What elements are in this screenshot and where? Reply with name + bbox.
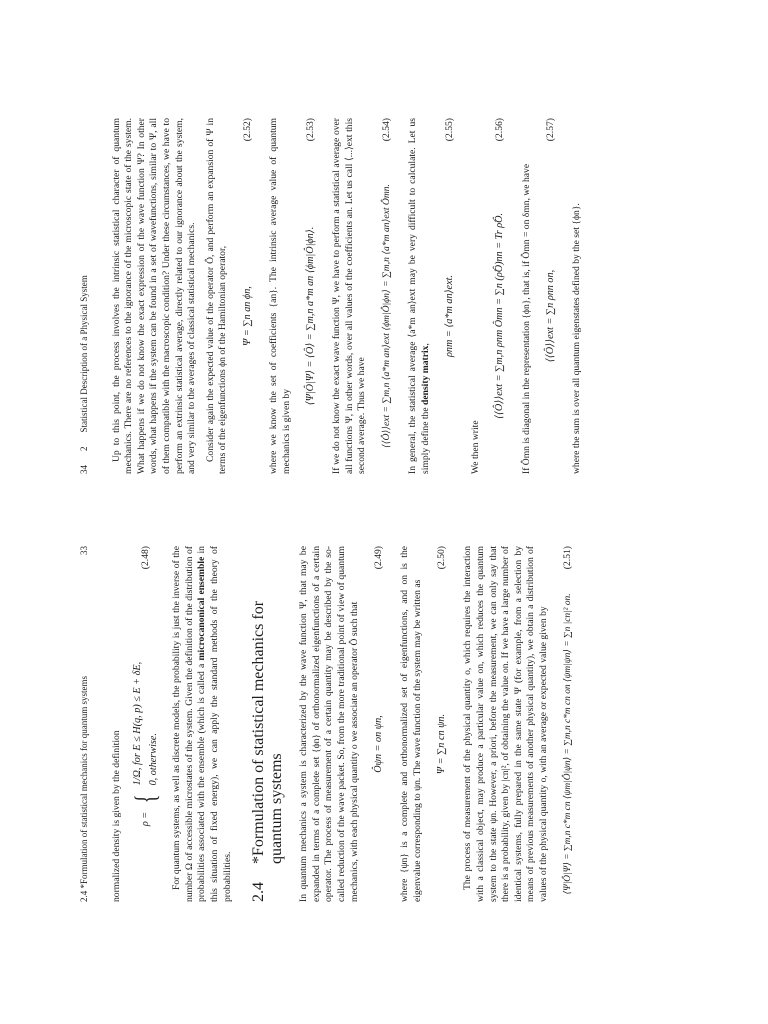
chapter-number: 2 — [79, 446, 89, 451]
equation-number: (2.52) — [241, 118, 253, 142]
paragraph: Consider again the expected value of the operator Ô, and perform an expansion of Ψ in terms of the eigenfunctions ϕn of the Hamiltonian operator, — [204, 118, 229, 474]
paragraph: If Ômn is diagonal in the representation {ϕn}, that is, if Ômn = on δmn, we have — [520, 163, 532, 474]
equation-number: (2.48) — [139, 546, 151, 570]
equation-number: (2.56) — [494, 118, 506, 142]
equation-2-55 — [440, 118, 460, 474]
header-title: 2.4 *Formulation of statistical mechanics for quantum systems — [79, 676, 89, 902]
equation-number: (2.57) — [544, 118, 556, 142]
paragraph: If we do not know the exact wave function Ψ, we have to perform a statistical average over all functions Ψ, in other words, over all values of the coefficients an. Let us call ⟨...⟩ext this second average. Thus we have — [331, 118, 368, 474]
page-number: 33 — [79, 546, 89, 555]
equation-lhs: ρ = — [139, 811, 151, 827]
equation-2-51 — [558, 546, 578, 902]
intro-text: normalized density is given by the definition — [110, 730, 122, 902]
equation-body: ⟨Ψ|Ô|Ψ⟩ = ∑m,n c*m cn ⟨ψm|Ô|ψn⟩ = ∑m,n c*m cn on ⟨ψm|ψn⟩ = ∑n |cn|² on. — [563, 593, 574, 895]
equation-body: ρnm = ⟨a*m an⟩ext. — [443, 275, 455, 357]
equation-2-52 — [238, 118, 258, 474]
equation-body: ⟨Ψ|Ô|Ψ⟩ = ⟨Ô⟩ = ∑m,n a*m an ⟨ϕm|Ô|ϕn⟩. — [304, 226, 316, 406]
header-title: Statistical Description of a Physical System — [79, 275, 89, 433]
page-number: 34 — [79, 465, 89, 474]
equation-number: (2.53) — [304, 118, 316, 142]
equation-number: (2.51) — [562, 546, 574, 570]
paragraph: Up to this point, the process involves the intrinsic statistical character of quantum mechanics. There are no references to the ignorance of the microscopic state of the system. What happens if we do not know the exact expression of the wave function Ψ? In other words, what happens if the system can be found in a set of wavefunctions, similar to Ψ, all of them compatible with the macroscopic condition? Under these circumstances, we have to perform an extrinsic statistical average, directly related to our ignorance about the system, and very similar to the averages of classical statistical mechanics. — [110, 118, 198, 474]
paragraph: In quantum mechanics a system is characterized by the wave function Ψ, that may be expanded in terms of a complete set {ϕn} of orthonormalized eigenfunctions of a certain operator. The process of measurement of a certain quantity may be described by the so-called reduction of the wave packet. So, from the more traditional point of view of quantum mechanics, with each physical quantity o we associate an operator Ô such that — [298, 546, 360, 902]
equation-number: (2.50) — [436, 546, 448, 570]
equation-body: Ψ = ∑n an ϕn, — [241, 286, 253, 346]
running-head — [78, 118, 91, 474]
equation-body: ⟨⟨Ô⟩⟩ext = ∑m,n ρnm Ômn = ∑n (ρ̂Ô)nn = Tr ρ̂Ô. — [494, 212, 506, 420]
section-title: *Formulation of statistical mechanics for quantum systems — [250, 600, 286, 864]
equation-body: Ψ = ∑n cn ψn. — [436, 713, 448, 775]
paragraph: We then write — [470, 420, 482, 474]
paragraph: where {ψn} is a complete and orthonormalized set of eigenfunctions, and on is the eigenvalue corresponding to ψn. The wave function of the system may be written as — [399, 546, 423, 902]
equation-case: 0, otherwise. — [147, 733, 159, 786]
equation-2-56 — [491, 118, 511, 474]
equation-number: (2.55) — [443, 118, 455, 142]
equation-2-49 — [369, 546, 389, 902]
equation-body: ⟨⟨Ô⟩⟩ext = ∑n ρnn on, — [544, 269, 556, 363]
page-34 — [78, 118, 718, 474]
page-33 — [78, 546, 718, 902]
paragraph: In general, the statistical average ⟨a*m an⟩ext may be very difficult to calculate. Let us simply define the density matrix, — [406, 118, 431, 474]
equation-body: ⟨⟨Ô⟩⟩ext = ∑m,n ⟨a*m an⟩ext ⟨ϕm|Ô|ϕn⟩ = ∑m,n ⟨a*m an⟩ext Ômn. — [380, 184, 392, 448]
equation-2-54 — [377, 118, 397, 474]
equation-2-50 — [432, 546, 452, 902]
paragraph: where we know the set of coefficients {an}. The intrinsic average value of quantum mechanics is given by — [267, 118, 292, 474]
bold-term: microcanonical ensemble — [196, 556, 208, 661]
bold-term: density matrix — [419, 345, 431, 405]
section-heading — [250, 546, 286, 902]
paragraph: where the sum is over all quantum eigenstates defined by the set {ϕn}. — [571, 203, 583, 474]
section-number: 2.4 — [250, 882, 268, 902]
equation-case: 1/Ω, for E ≤ H(q, p) ≤ E + δE, — [132, 661, 144, 786]
equation-2-57 — [541, 118, 561, 474]
left-brace: { — [129, 794, 163, 803]
equation-2-48 — [131, 546, 161, 902]
equation-body: Ôψn = on ψn, — [372, 715, 384, 773]
paragraph: The process of measurement of the physical quantity o, which requires the interaction with a classical object, may produce a particular value on, which reduces the quantum system to the state ψn. However, a priori, before the measurement, we can only say that there is a probability, given by |cn|², of obtaining the value on. If we have a large number of identical systems, fully prepared in the same state Ψ (for example, from a selection by means of previous measurements of another physical quantity), we obtain a distribution of values of the physical quantity o, with an average or expected value given by — [462, 546, 549, 902]
equation-2-53 — [301, 118, 321, 474]
running-head — [78, 546, 91, 902]
equation-number: (2.54) — [380, 118, 392, 142]
equation-number: (2.49) — [372, 546, 384, 570]
paragraph: For quantum systems, as well as discrete models, the probability is just the inverse of the number Ω of accessible microstates of the system. Given the definition of the distribution of probabilities associated with the ensemble (which is called a microcanonical ensemble in this situation of fixed energy), we can apply the standard methods of the theory of probabilities. — [171, 546, 233, 902]
